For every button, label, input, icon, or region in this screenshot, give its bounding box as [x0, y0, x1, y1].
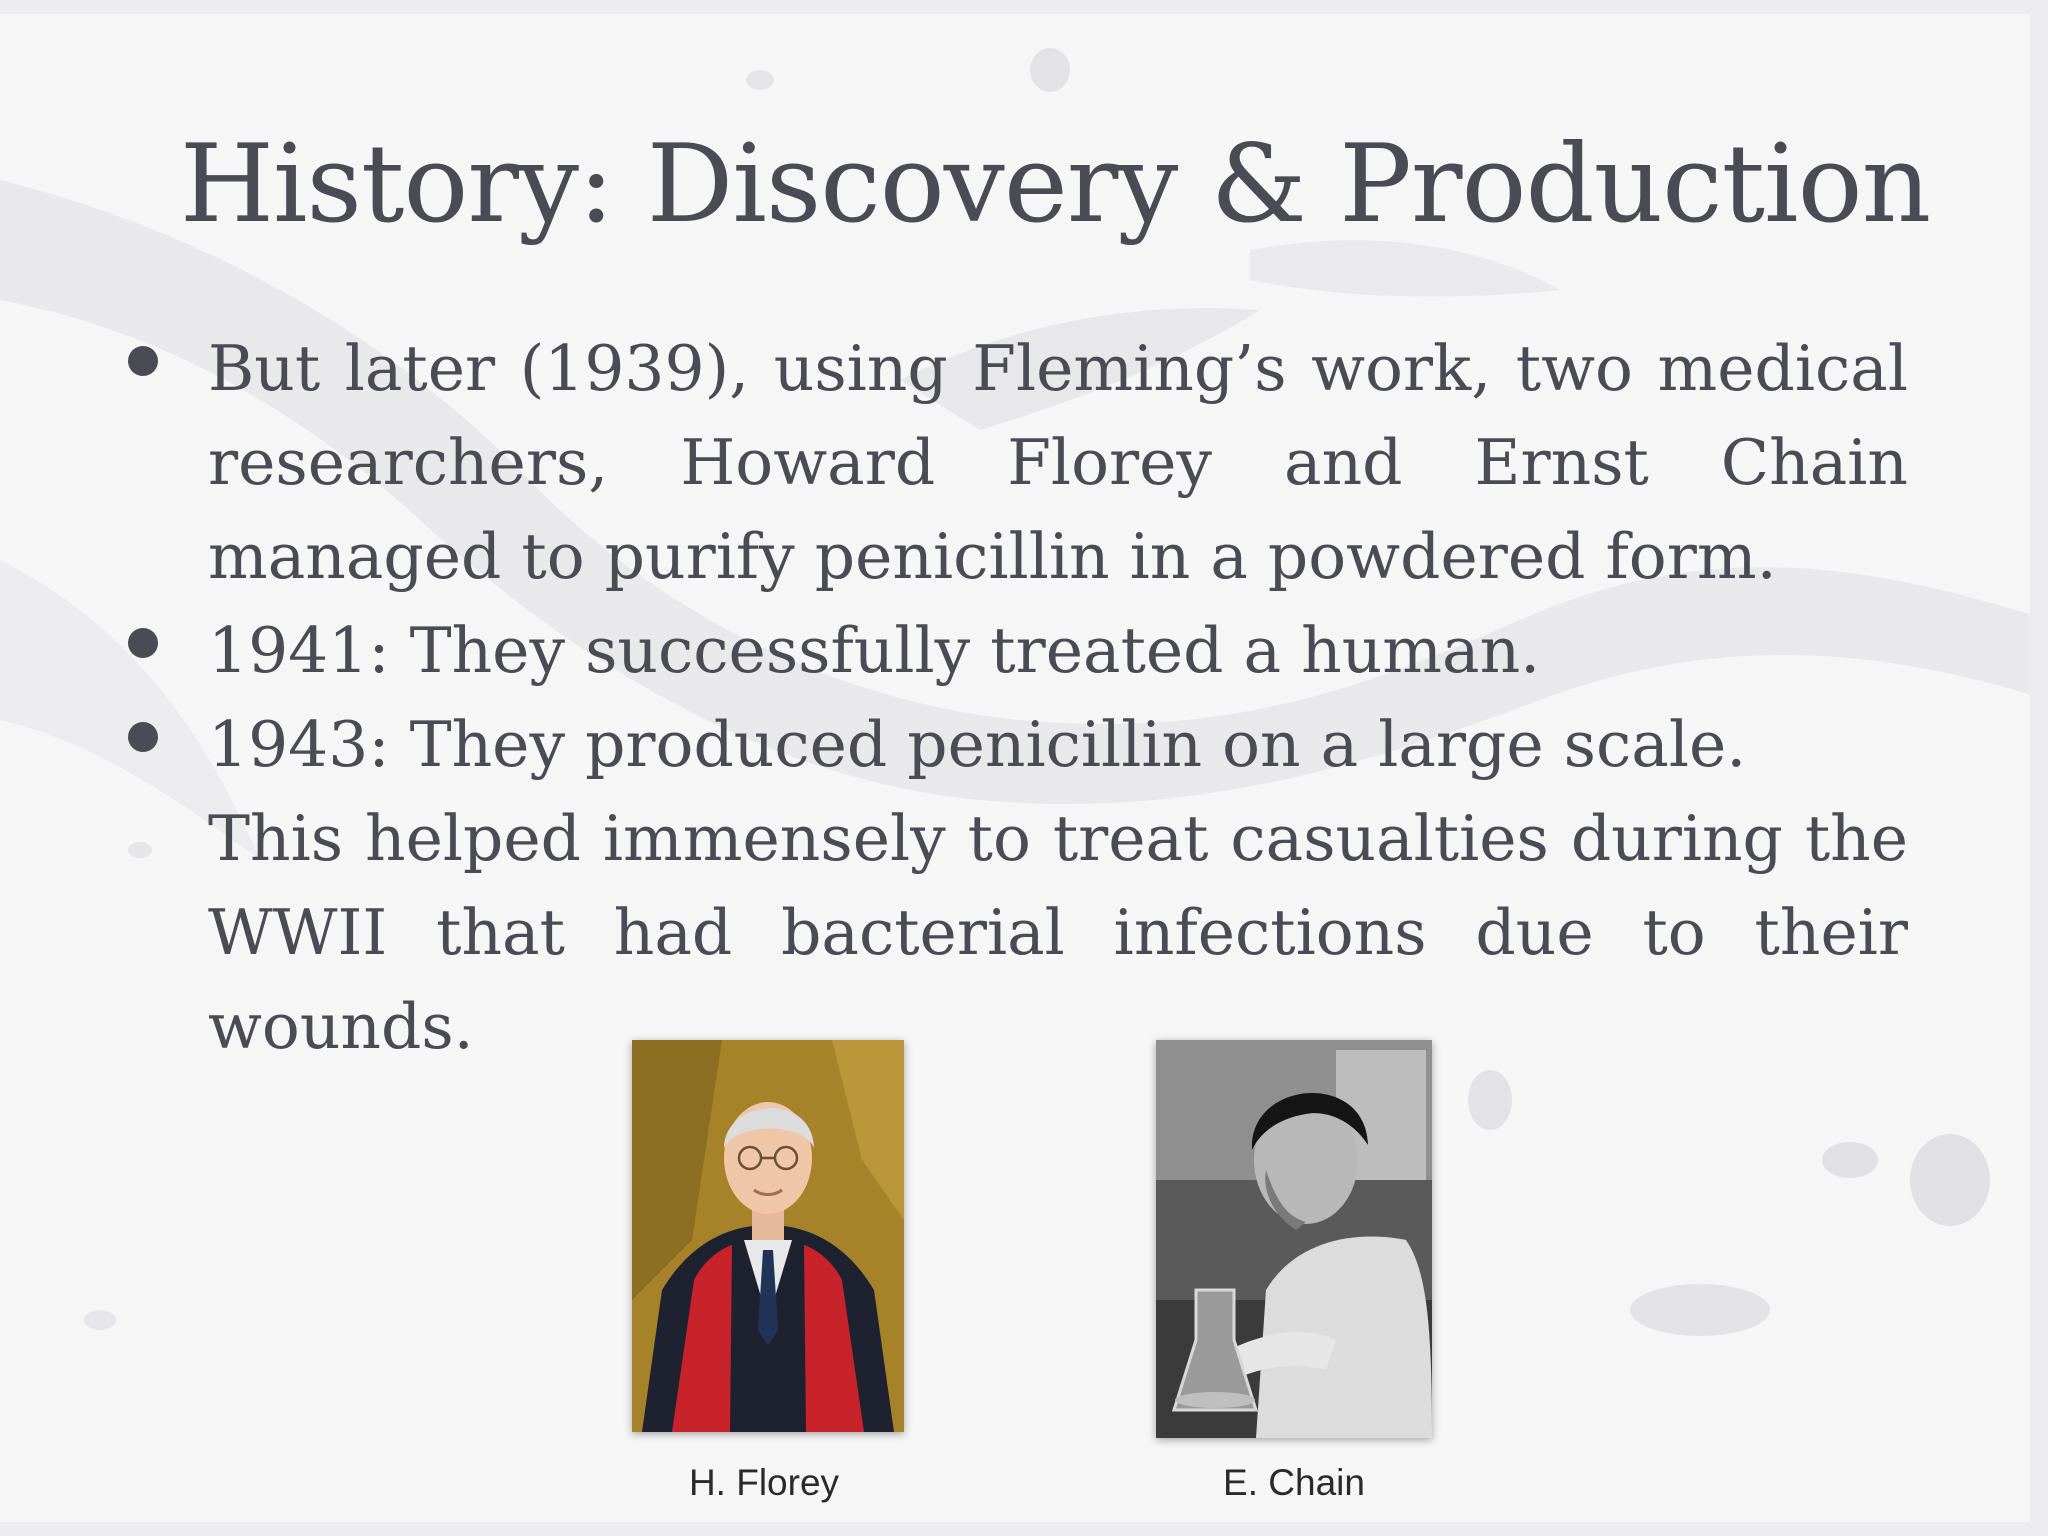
bullet-list [208, 322, 1908, 1074]
chain-caption: E. Chain [1223, 1462, 1365, 1503]
continuation-paragraph: This helped immensely to treat casualties during the WWII that had bacterial infections due to their wounds. [208, 802, 1908, 1063]
chain-portrait-photo [1156, 1040, 1432, 1438]
bullet-item-1941: 1941: They successfully treated a human. [208, 604, 1908, 698]
bullet-item-1943: 1943: They produced penicillin on a large scale. [208, 698, 1908, 792]
bullet-item-1939: But later (1939), using Fleming’s work, two medical researchers, Howard Florey and Ernst Chain managed to purify penicillin in a powdered form. [208, 322, 1908, 604]
florey-portrait-photo [632, 1040, 904, 1432]
florey-caption: H. Florey [688, 1462, 840, 1503]
slide-title: History: Discovery & Production [179, 122, 1931, 247]
